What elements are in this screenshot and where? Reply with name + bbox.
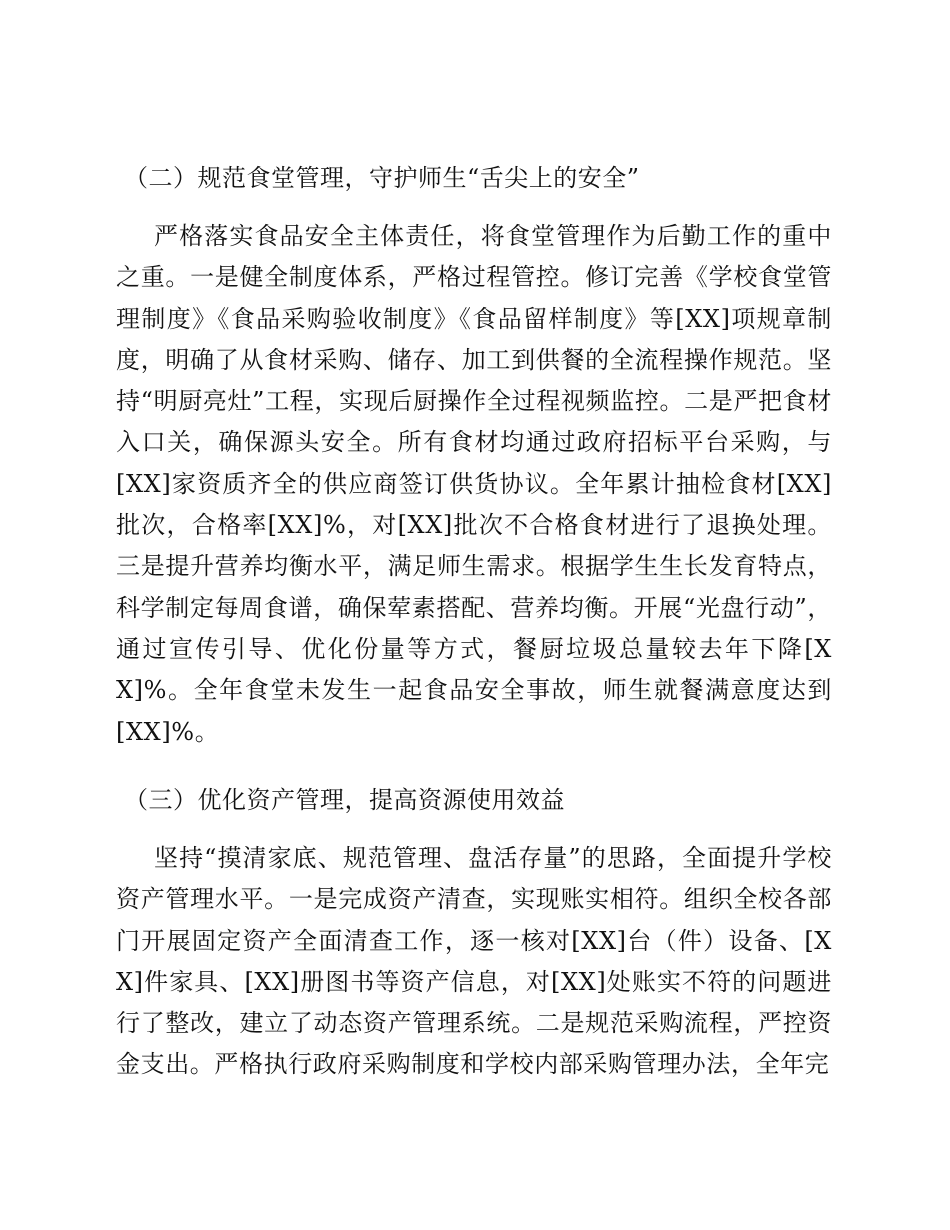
section-heading-canteen: （二）规范食堂管理，守护师生“舌尖上的安全” bbox=[124, 164, 640, 192]
section-heading-assets: （三）优化资产管理，提高资源使用效益 bbox=[124, 786, 565, 814]
section-body-canteen: 严格落实食品安全主体责任，将食堂管理作为后勤工作的重中之重。一是健全制度体系，严格过程管控。修订完善《学校食堂管理制度》《食品采购验收制度》《食品留样制度》等[XX]项规章制度，明确了从食材采购、储存、加工到供餐的全流程操作规范。坚持“明厨亮灶”工程，实现后厨操作全过程视频监控。二是严把食材入口关，确保源头安全。所有食材均通过政府招标平台采购，与[XX]家资质齐全的供应商签订供货协议。全年累计抽检食材[XX]批次，合格率[XX]%，对[XX]批次不合格食材进行了退换处理。三是提升营养均衡水平，满足师生需求。根据学生生长发育特点，科学制定每周食谱，确保荤素搭配、营养均衡。开展“光盘行动”，通过宣传引导、优化份量等方式，餐厨垃圾总量较去年下降[XX]%。全年食堂未发生一起食品安全事故，师生就餐满意度达到[XX]%。 bbox=[116, 222, 832, 746]
section-body-assets: 坚持“摸清家底、规范管理、盘活存量”的思路，全面提升学校资产管理水平。一是完成资产清查，实现账实相符。组织全校各部门开展固定资产全面清查工作，逐一核对[XX]台（件）设备、[XX]件家具、[XX]册图书等资产信息，对[XX]处账实不符的问题进行了整改，建立了动态资产管理系统。二是规范采购流程，严控资金支出。严格执行政府采购制度和学校内部采购管理办法，全年完 bbox=[116, 844, 832, 1079]
